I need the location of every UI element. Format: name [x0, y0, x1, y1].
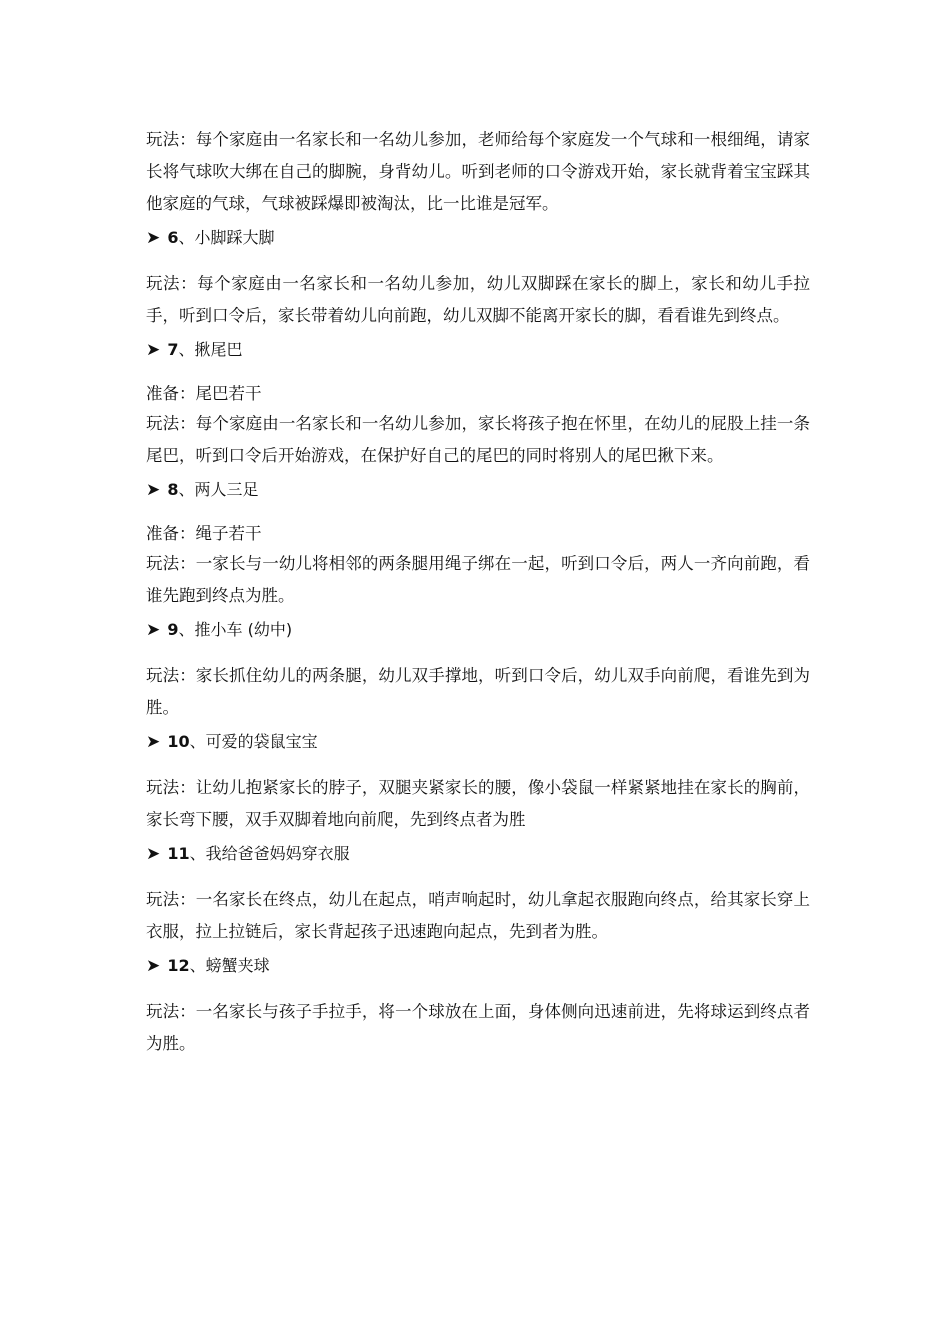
play-rules-text: 玩法：一家长与一幼儿将相邻的两条腿用绳子绑在一起，听到口令后，两人一齐向前跑，看谁先跑到终点为胜。	[146, 554, 810, 605]
arrow-bullet-icon: ➤	[146, 844, 161, 864]
game-title: 、可爱的袋鼠宝宝	[189, 732, 318, 751]
arrow-bullet-icon: ➤	[146, 732, 161, 752]
game-heading	[146, 618, 810, 642]
arrow-bullet-icon: ➤	[146, 228, 161, 248]
game-title: 、推小车 (幼中)	[178, 620, 293, 639]
document-body	[146, 124, 810, 1060]
game-title: 、两人三足	[178, 480, 259, 499]
game-number: 8	[167, 480, 179, 499]
play-rules-text: 玩法：一名家长与孩子手拉手，将一个球放在上面，身体侧向迅速前进，先将球运到终点者为胜。	[146, 1002, 810, 1053]
arrow-bullet-icon: ➤	[146, 340, 161, 360]
game-heading	[146, 226, 810, 250]
game-number: 11	[167, 844, 190, 863]
game-title: 、我给爸爸妈妈穿衣服	[189, 844, 350, 863]
game-number: 12	[167, 956, 190, 975]
game-heading	[146, 954, 810, 978]
game-number: 10	[167, 732, 190, 751]
play-rules-text: 玩法：每个家庭由一名家长和一名幼儿参加，家长将孩子抱在怀里，在幼儿的屁股上挂一条尾巴，听到口令后开始游戏，在保护好自己的尾巴的同时将别人的尾巴揪下来。	[146, 414, 810, 465]
game-title: 、小脚踩大脚	[178, 228, 275, 247]
game-heading	[146, 478, 810, 502]
game-number: 7	[167, 340, 179, 359]
play-rules-text: 玩法：每个家庭由一名家长和一名幼儿参加，幼儿双脚踩在家长的脚上，家长和幼儿手拉手，听到口令后，家长带着幼儿向前跑，幼儿双脚不能离开家长的脚，看看谁先到终点。	[146, 274, 810, 325]
game-heading	[146, 338, 810, 362]
game-title: 、螃蟹夹球	[189, 956, 270, 975]
play-rules-text: 玩法：家长抓住幼儿的两条腿，幼儿双手撑地，听到口令后，幼儿双手向前爬，看谁先到为胜。	[146, 666, 810, 717]
preparation-text: 准备：尾巴若干	[146, 384, 262, 403]
play-rules-text: 玩法：一名家长在终点，幼儿在起点，哨声响起时，幼儿拿起衣服跑向终点，给其家长穿上衣服，拉上拉链后，家长背起孩子迅速跑向起点，先到者为胜。	[146, 890, 810, 941]
game-number: 9	[167, 620, 179, 639]
game-heading	[146, 730, 810, 754]
arrow-bullet-icon: ➤	[146, 956, 161, 976]
game-number: 6	[167, 228, 179, 247]
arrow-bullet-icon: ➤	[146, 620, 161, 640]
arrow-bullet-icon: ➤	[146, 480, 161, 500]
play-rules-text: 玩法：每个家庭由一名家长和一名幼儿参加，老师给每个家庭发一个气球和一根细绳，请家长将气球吹大绑在自己的脚腕，身背幼儿。听到老师的口令游戏开始，家长就背着宝宝踩其他家庭的气球，气球被踩爆即被淘汰，比一比谁是冠军。	[146, 130, 810, 213]
game-title: 、揪尾巴	[178, 340, 243, 359]
preparation-text: 准备：绳子若干	[146, 524, 262, 543]
play-rules-text: 玩法：让幼儿抱紧家长的脖子，双腿夹紧家长的腰，像小袋鼠一样紧紧地挂在家长的胸前，家长弯下腰，双手双脚着地向前爬，先到终点者为胜	[146, 778, 810, 829]
game-heading	[146, 842, 810, 866]
